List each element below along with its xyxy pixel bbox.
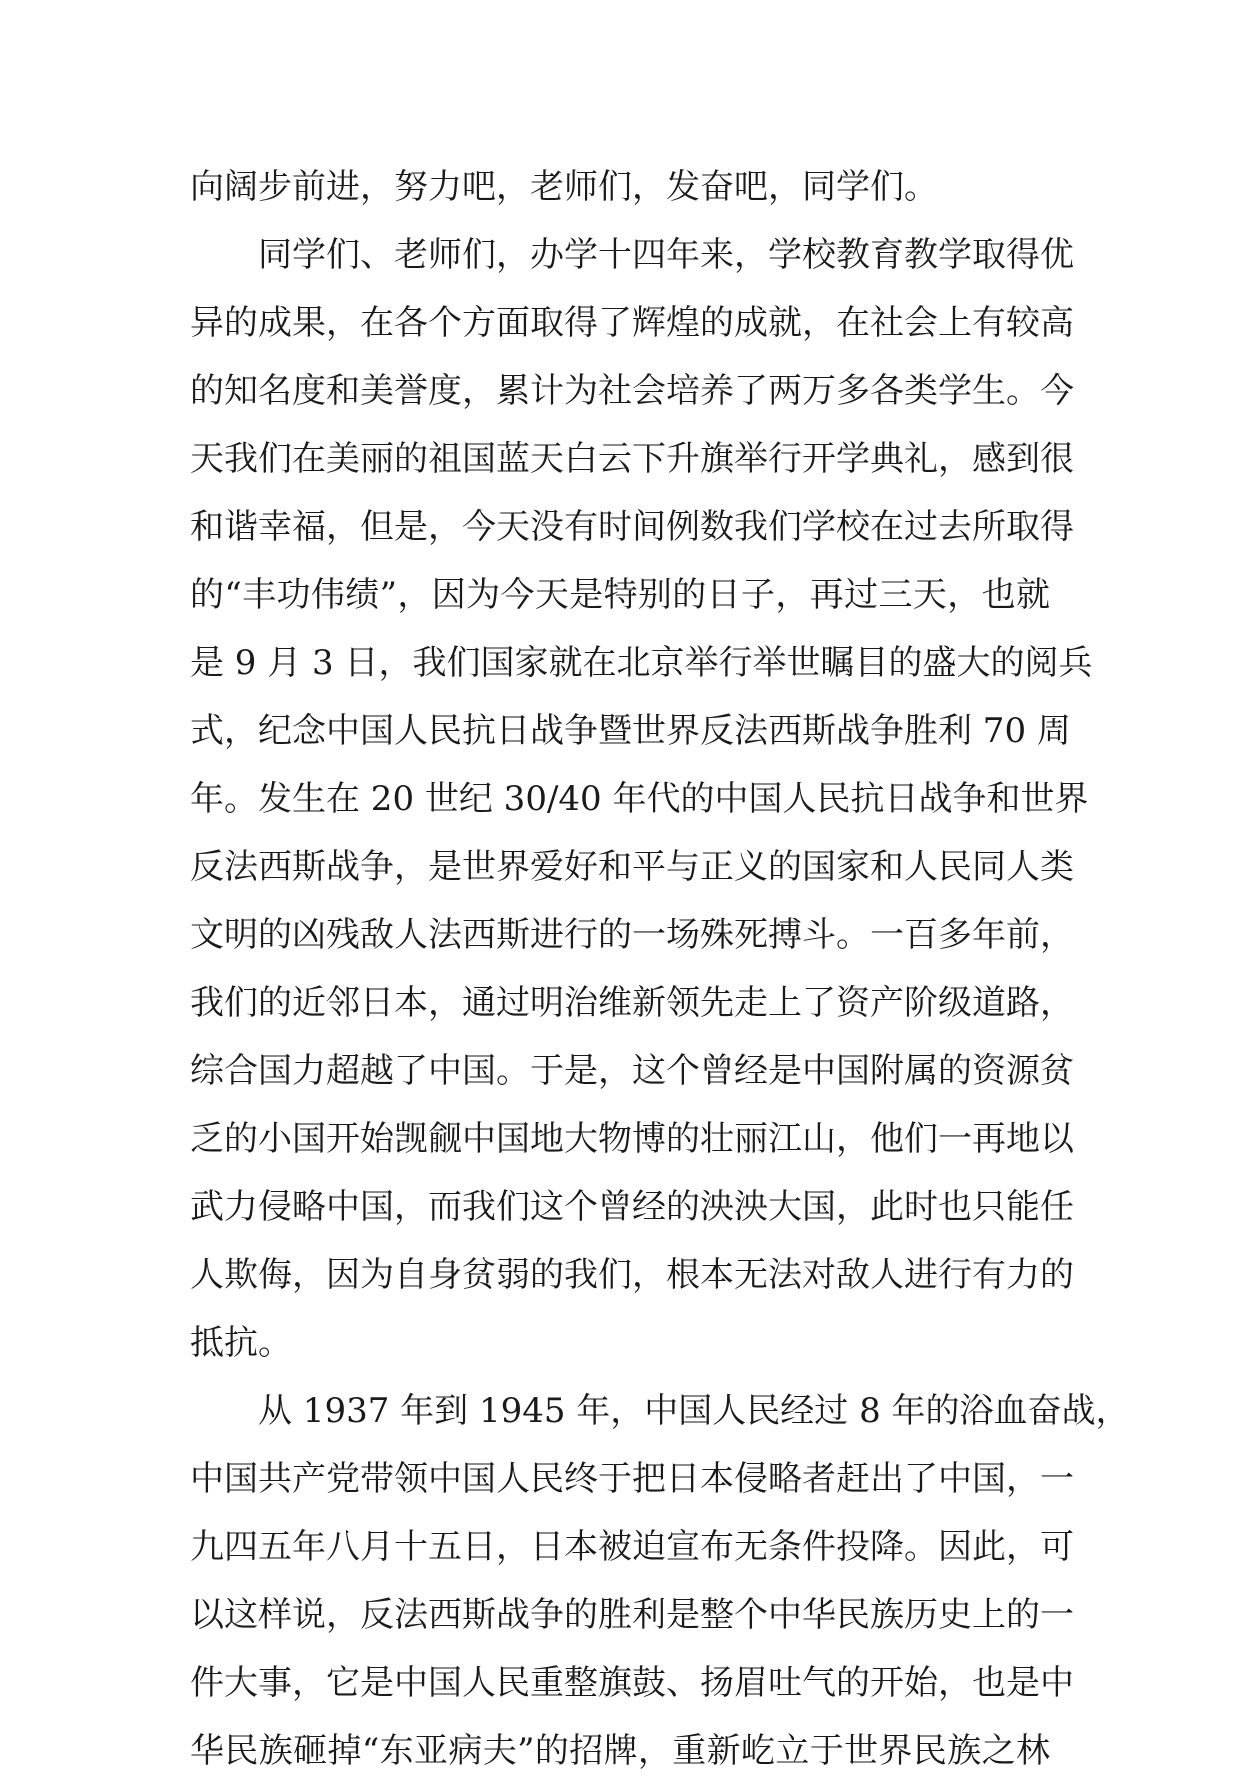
- text-line: 是 9 月 3 日，我们国家就在北京举行举世瞩目的盛大的阅兵: [190, 643, 1093, 683]
- text-line: 年。发生在 20 世纪 30/40 年代的中国人民抗日战争和世界: [190, 779, 1089, 819]
- text-line: 的“丰功伟绩”，因为今天是特别的日子，再过三天，也就: [190, 575, 1050, 615]
- text-line: 乏的小国开始觊觎中国地大物博的壮丽江山，他们一再地以: [190, 1119, 1074, 1159]
- text-line: 以这样说，反法西斯战争的胜利是整个中华民族历史上的一: [190, 1595, 1074, 1635]
- text-line: 中国共产党带领中国人民终于把日本侵略者赶出了中国，一: [190, 1459, 1074, 1499]
- text-line: 同学们、老师们，办学十四年来，学校教育教学取得优: [258, 235, 1074, 275]
- text-line: 天我们在美丽的祖国蓝天白云下升旗举行开学典礼，感到很: [190, 439, 1074, 479]
- text-line: 华民族砸掉“东亚病夫”的招牌，重新屹立于世界民族之林: [190, 1731, 1050, 1771]
- text-line: 人欺侮，因为自身贫弱的我们，根本无法对敌人进行有力的: [190, 1255, 1074, 1295]
- text-line: 的知名度和美誉度，累计为社会培养了两万多各类学生。今: [190, 371, 1074, 411]
- text-line: 我们的近邻日本，通过明治维新领先走上了资产阶级道路，: [190, 983, 1074, 1023]
- text-line: 向阔步前进，努力吧，老师们，发奋吧，同学们。: [190, 167, 938, 207]
- text-line: 文明的凶残敌人法西斯进行的一场殊死搏斗。一百多年前，: [190, 915, 1074, 955]
- text-line: 件大事，它是中国人民重整旗鼓、扬眉吐气的开始，也是中: [190, 1663, 1074, 1703]
- text-line: 武力侵略中国，而我们这个曾经的泱泱大国，此时也只能任: [190, 1187, 1074, 1227]
- text-line: 抵抗。: [190, 1323, 292, 1363]
- text-line: 九四五年八月十五日，日本被迫宣布无条件投降。因此，可: [190, 1527, 1074, 1567]
- text-line: 从 1937 年到 1945 年，中国人民经过 8 年的浴血奋战，: [258, 1391, 1130, 1431]
- text-line: 异的成果，在各个方面取得了辉煌的成就，在社会上有较高: [190, 303, 1074, 343]
- text-line: 反法西斯战争，是世界爱好和平与正义的国家和人民同人类: [190, 847, 1074, 887]
- text-line: 综合国力超越了中国。于是，这个曾经是中国附属的资源贫: [190, 1051, 1074, 1091]
- text-line: 和谐幸福，但是，今天没有时间例数我们学校在过去所取得: [190, 507, 1074, 547]
- text-line: 式，纪念中国人民抗日战争暨世界反法西斯战争胜利 70 周: [190, 711, 1071, 751]
